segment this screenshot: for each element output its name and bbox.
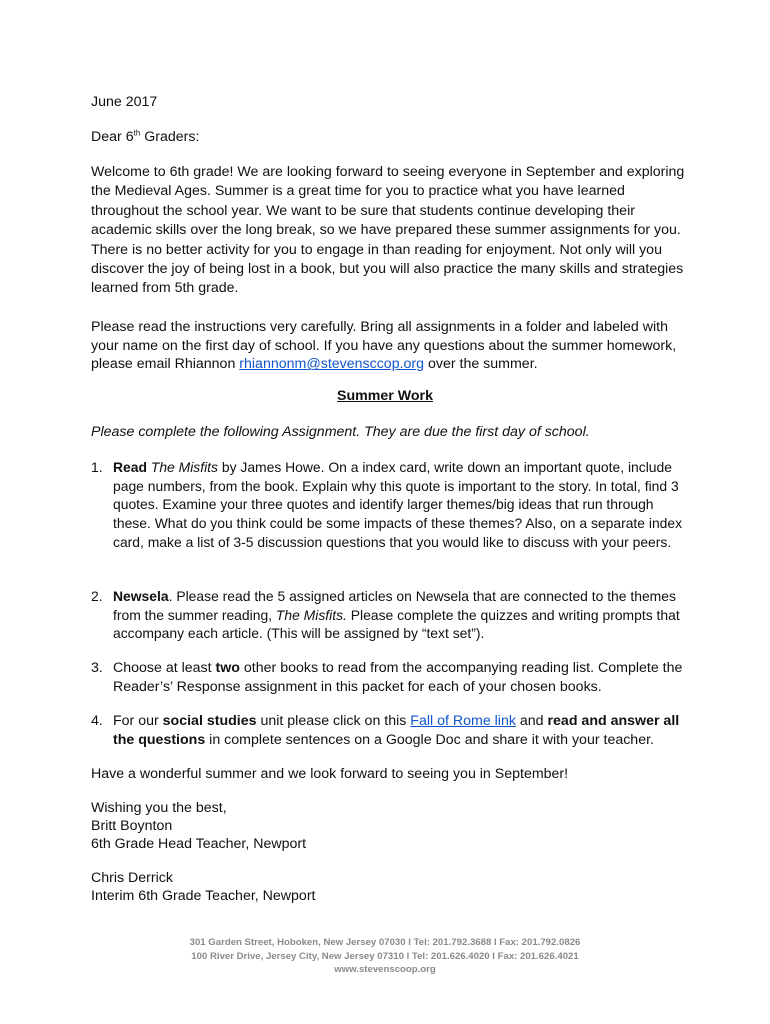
instruction-line: Please complete the following Assignment. They are due the first day of school.	[91, 424, 590, 440]
item-number: 3.	[91, 660, 103, 676]
item-text-b: Please complete the quizzes and writing prompts that accompany each article. (This will be assigned by “text set”).	[113, 606, 680, 642]
signer-title-1: 6th Grade Head Teacher, Newport	[91, 836, 307, 852]
greeting-suffix: Graders:	[140, 129, 200, 145]
footer	[0, 936, 770, 977]
item-text-b: other books to read from the accompanying reading list. Complete the Reader’s’ Response assignment in this packet for each of your chosen books.	[113, 660, 683, 695]
wish-line: Wishing you the best,	[91, 800, 227, 816]
item-text-d: in complete sentences on a Google Doc and share it with your teacher.	[205, 731, 654, 748]
item-bold: two	[215, 660, 240, 676]
item-body	[113, 587, 691, 643]
item-text: by James Howe. On a index card, write down an important quote, include page numbers, from the book. Explain why this quote is important to the story. In total, find 3 quotes. Examine your three quotes and identify larger themes/big ideas that run through these. What do you think could be some impacts of these themes? Also, on a separate index card, make a list of 3-5 discussion questions that you would like to discuss with your peers.	[113, 459, 683, 550]
item-body	[113, 712, 691, 749]
instructions-end: over the summer.	[424, 356, 538, 373]
item-number: 1.	[91, 459, 103, 475]
welcome-paragraph: Welcome to 6th grade! We are looking forward to seeing everyone in September and exploring the Medieval Ages. Summer is a great time for you to practice what you have learned throughout the school year. We want to be sure that students continue developing their academic skills over the long break, so we have prepared these summer assignments for you. There is no better activity for you to engage in than reading for enjoyment. Not only will you discover the joy of being lost in a book, but you will also practice the many skills and strategies learned from 5th grade.	[91, 164, 685, 297]
fall-of-rome-link[interactable]: Fall of Rome link	[410, 713, 516, 729]
item-lead: Read	[113, 459, 147, 475]
instructions-paragraph	[91, 318, 691, 374]
book-title: The Misfits.	[275, 606, 347, 623]
signer-name-2: Chris Derrick	[91, 870, 173, 886]
book-title: The Misfits	[150, 459, 218, 475]
section-title: Summer Work	[337, 388, 433, 404]
greeting	[91, 128, 691, 147]
item-text-b: unit please click on this	[256, 713, 411, 729]
signer-title-2: Interim 6th Grade Teacher, Newport	[91, 888, 316, 904]
item-text-c: and	[515, 713, 548, 729]
item-text-a: For our	[113, 713, 163, 729]
footer-address-2: 100 River Drive, Jersey City, New Jersey 07310 l Tel: 201.626.4020 l Fax: 201.626.4021	[191, 950, 579, 962]
closing-line: Have a wonderful summer and we look forward to seeing you in September!	[91, 766, 569, 782]
item-lead: Newsela	[113, 588, 169, 604]
signature-block-1	[91, 799, 691, 853]
email-link[interactable]: rhiannonm@stevensccop.org	[239, 356, 425, 373]
item-number: 2.	[91, 588, 103, 604]
greeting-superscript: th	[133, 128, 141, 138]
footer-address-1: 301 Garden Street, Hoboken, New Jersey 07030 l Tel: 201.792.3688 l Fax: 201.792.0826	[189, 937, 581, 948]
signer-name-1: Britt Boynton	[91, 818, 173, 834]
footer-website: www.stevenscoop.org	[334, 964, 436, 975]
item-body	[113, 659, 691, 696]
item-bold-a: social studies	[162, 713, 257, 729]
signature-block-2	[91, 869, 691, 905]
item-number: 4.	[91, 713, 103, 729]
item-text-a: . Please read the 5 assigned articles on Newsela that are connected to the themes from the summer reading,	[113, 588, 676, 623]
instructions-text: Please read the instructions very carefully. Bring all assignments in a folder and labeled with your name on the first day of school. If you have any questions about the summer homework, please email Rhiannon	[91, 319, 677, 373]
greeting-prefix: Dear 6	[91, 129, 134, 145]
item-bold-b: read and answer all the questions	[113, 713, 680, 748]
item-body	[113, 458, 691, 552]
letter-date: June 2017	[91, 94, 158, 110]
item-text-a: Choose at least	[113, 660, 216, 676]
